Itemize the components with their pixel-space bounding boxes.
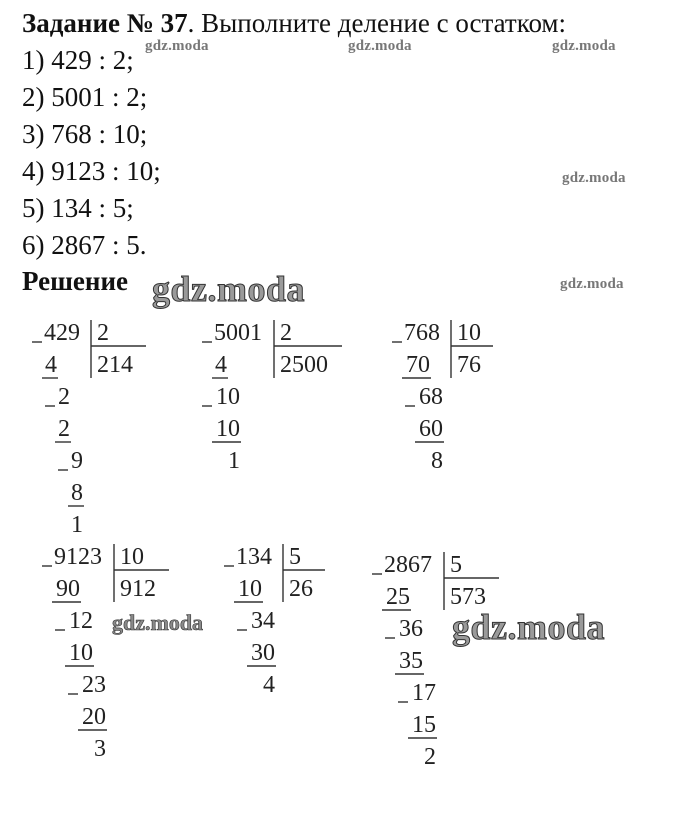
dividend: 134 [236, 544, 272, 570]
watermark: gdz.moda [562, 170, 626, 186]
step-subtrahend: 70 [406, 352, 430, 378]
watermark: gdz.moda [348, 38, 412, 54]
step-subtrahend: 15 [412, 712, 436, 738]
remainder: 1 [228, 448, 240, 474]
step-minuend: 17 [412, 680, 436, 706]
long-division-5 [222, 542, 329, 717]
watermark: gdz.moda [560, 276, 624, 292]
step-minuend: 36 [399, 616, 423, 642]
step-minuend: 12 [69, 608, 93, 634]
dividend: 429 [44, 320, 80, 346]
watermark: gdz.moda [145, 38, 209, 54]
remainder: 2 [424, 744, 436, 770]
task-instruction: . Выполните деление с остатком: [187, 8, 567, 38]
long-division-1 [30, 318, 150, 557]
solution-heading: Решение [22, 266, 128, 296]
watermark: gdz.moda [552, 38, 616, 54]
quotient: 26 [289, 576, 313, 602]
step-subtrahend: 4 [45, 352, 57, 378]
long-division-6 [370, 550, 503, 789]
step-subtrahend: 2 [58, 416, 70, 442]
step-subtrahend: 90 [56, 576, 80, 602]
step-subtrahend: 60 [419, 416, 443, 442]
step-subtrahend: 10 [216, 416, 240, 442]
long-division-4 [40, 542, 173, 781]
step-minuend: 68 [419, 384, 443, 410]
step-subtrahend: 8 [71, 480, 83, 506]
task-title [22, 6, 566, 40]
task-list [22, 42, 161, 264]
step-minuend: 34 [251, 608, 275, 634]
step-minuend: 10 [216, 384, 240, 410]
divisor: 2 [97, 320, 109, 346]
divisor: 10 [457, 320, 481, 346]
divisor: 10 [120, 544, 144, 570]
watermark: gdz.moda [452, 607, 606, 647]
step-subtrahend: 30 [251, 640, 275, 666]
task-item: 1) 429 : 2; [22, 45, 134, 75]
watermark: gdz.moda [152, 269, 306, 309]
task-number: Задание № 37 [22, 8, 188, 38]
quotient: 214 [97, 352, 133, 378]
divisor: 5 [450, 552, 462, 578]
quotient: 76 [457, 352, 481, 378]
task-item: 3) 768 : 10; [22, 119, 148, 149]
step-minuend: 23 [82, 672, 106, 698]
task-item: 2) 5001 : 2; [22, 82, 148, 112]
step-subtrahend: 4 [215, 352, 227, 378]
task-item: 5) 134 : 5; [22, 193, 134, 223]
watermark: gdz.moda [112, 610, 204, 635]
step-subtrahend: 25 [386, 584, 410, 610]
divisor: 5 [289, 544, 301, 570]
remainder: 4 [263, 672, 275, 698]
quotient: 912 [120, 576, 156, 602]
step-subtrahend: 20 [82, 704, 106, 730]
step-subtrahend: 35 [399, 648, 423, 674]
quotient: 2500 [280, 352, 328, 378]
step-subtrahend: 10 [238, 576, 262, 602]
step-minuend: 2 [58, 384, 70, 410]
dividend: 2867 [384, 552, 432, 578]
long-division-3 [390, 318, 497, 493]
task-item: 6) 2867 : 5. [22, 230, 147, 260]
step-minuend: 9 [71, 448, 83, 474]
remainder: 3 [94, 736, 106, 762]
dividend: 9123 [54, 544, 102, 570]
task-item: 4) 9123 : 10; [22, 156, 161, 186]
dividend: 5001 [214, 320, 262, 346]
divisor: 2 [280, 320, 292, 346]
quotient: 573 [450, 584, 486, 610]
dividend: 768 [404, 320, 440, 346]
remainder: 1 [71, 512, 83, 538]
step-subtrahend: 10 [69, 640, 93, 666]
long-division-2 [200, 318, 346, 493]
remainder: 8 [431, 448, 443, 474]
